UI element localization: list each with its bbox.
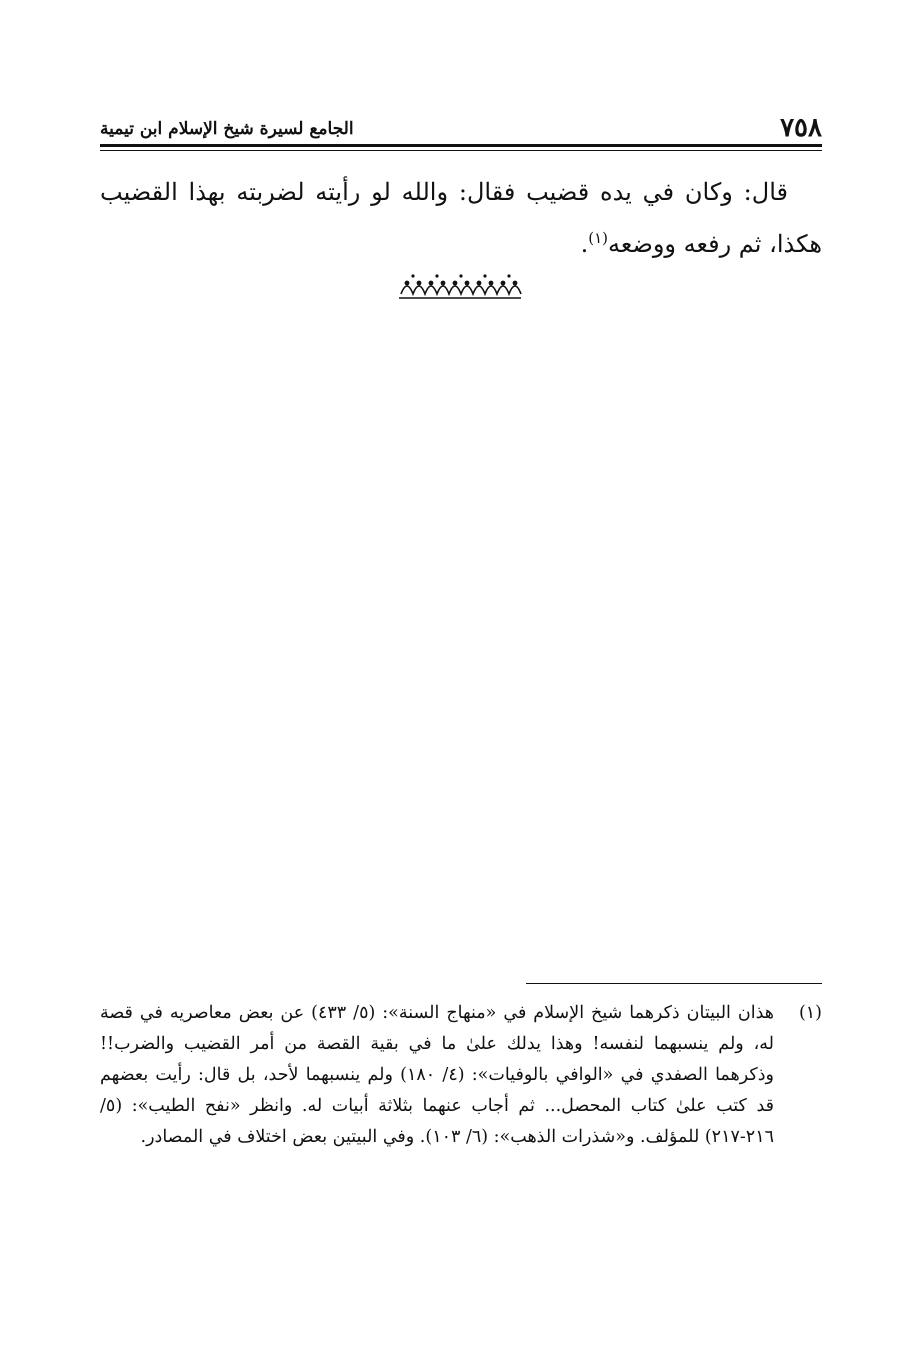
paragraph-end: . — [580, 230, 589, 258]
page-header — [100, 112, 822, 144]
main-text — [100, 166, 822, 270]
footnotes — [100, 998, 822, 1153]
running-title: الجامع لسيرة شيخ الإسلام ابن تيمية — [100, 119, 354, 139]
footnote-text: هذان البيتان ذكرهما شيخ الإسلام في «منهاج السنة»: (٥/ ٤٣٣) عن بعض معاصريه في قصة له، ولم ينسبهما لنفسه! وهذا يدلك علىٰ ما في بقية القصة من أمر القضيب والضرب!! وذكرهما الصفدي في «الوافي بالوفيات»: (٤/ ١٨٠) ولم ينسبهما لأحد، بل قال: رأيت بعضهم قد كتب علىٰ كتاب المحصل... ثم أجاب عنهما بثلاثة أبيات له. وانظر «نفح الطيب»: (٥/ ٢١٦-٢١٧) للمؤلف. و«شذرات الذهب»: (٦/ ١٠٣). وفي البيتين بعض اختلاف في المصادر. — [100, 1003, 774, 1147]
body-paragraph — [100, 166, 822, 270]
footnote — [100, 998, 822, 1153]
footnote-reference[interactable]: (١) — [588, 229, 609, 247]
header-rule-thick — [100, 144, 822, 147]
header-rule-thin — [100, 150, 822, 151]
page-number: ٧٥٨ — [780, 113, 822, 143]
footnote-separator — [526, 983, 822, 984]
section-ornament-icon — [395, 272, 525, 302]
body-paragraph-text: قال: وكان في يده قضيب فقال: والله لو رأيته لضربته بهذا القضيب هكذا، ثم رفعه ووضعه — [100, 178, 822, 258]
footnote-number: (١) — [798, 1003, 822, 1023]
